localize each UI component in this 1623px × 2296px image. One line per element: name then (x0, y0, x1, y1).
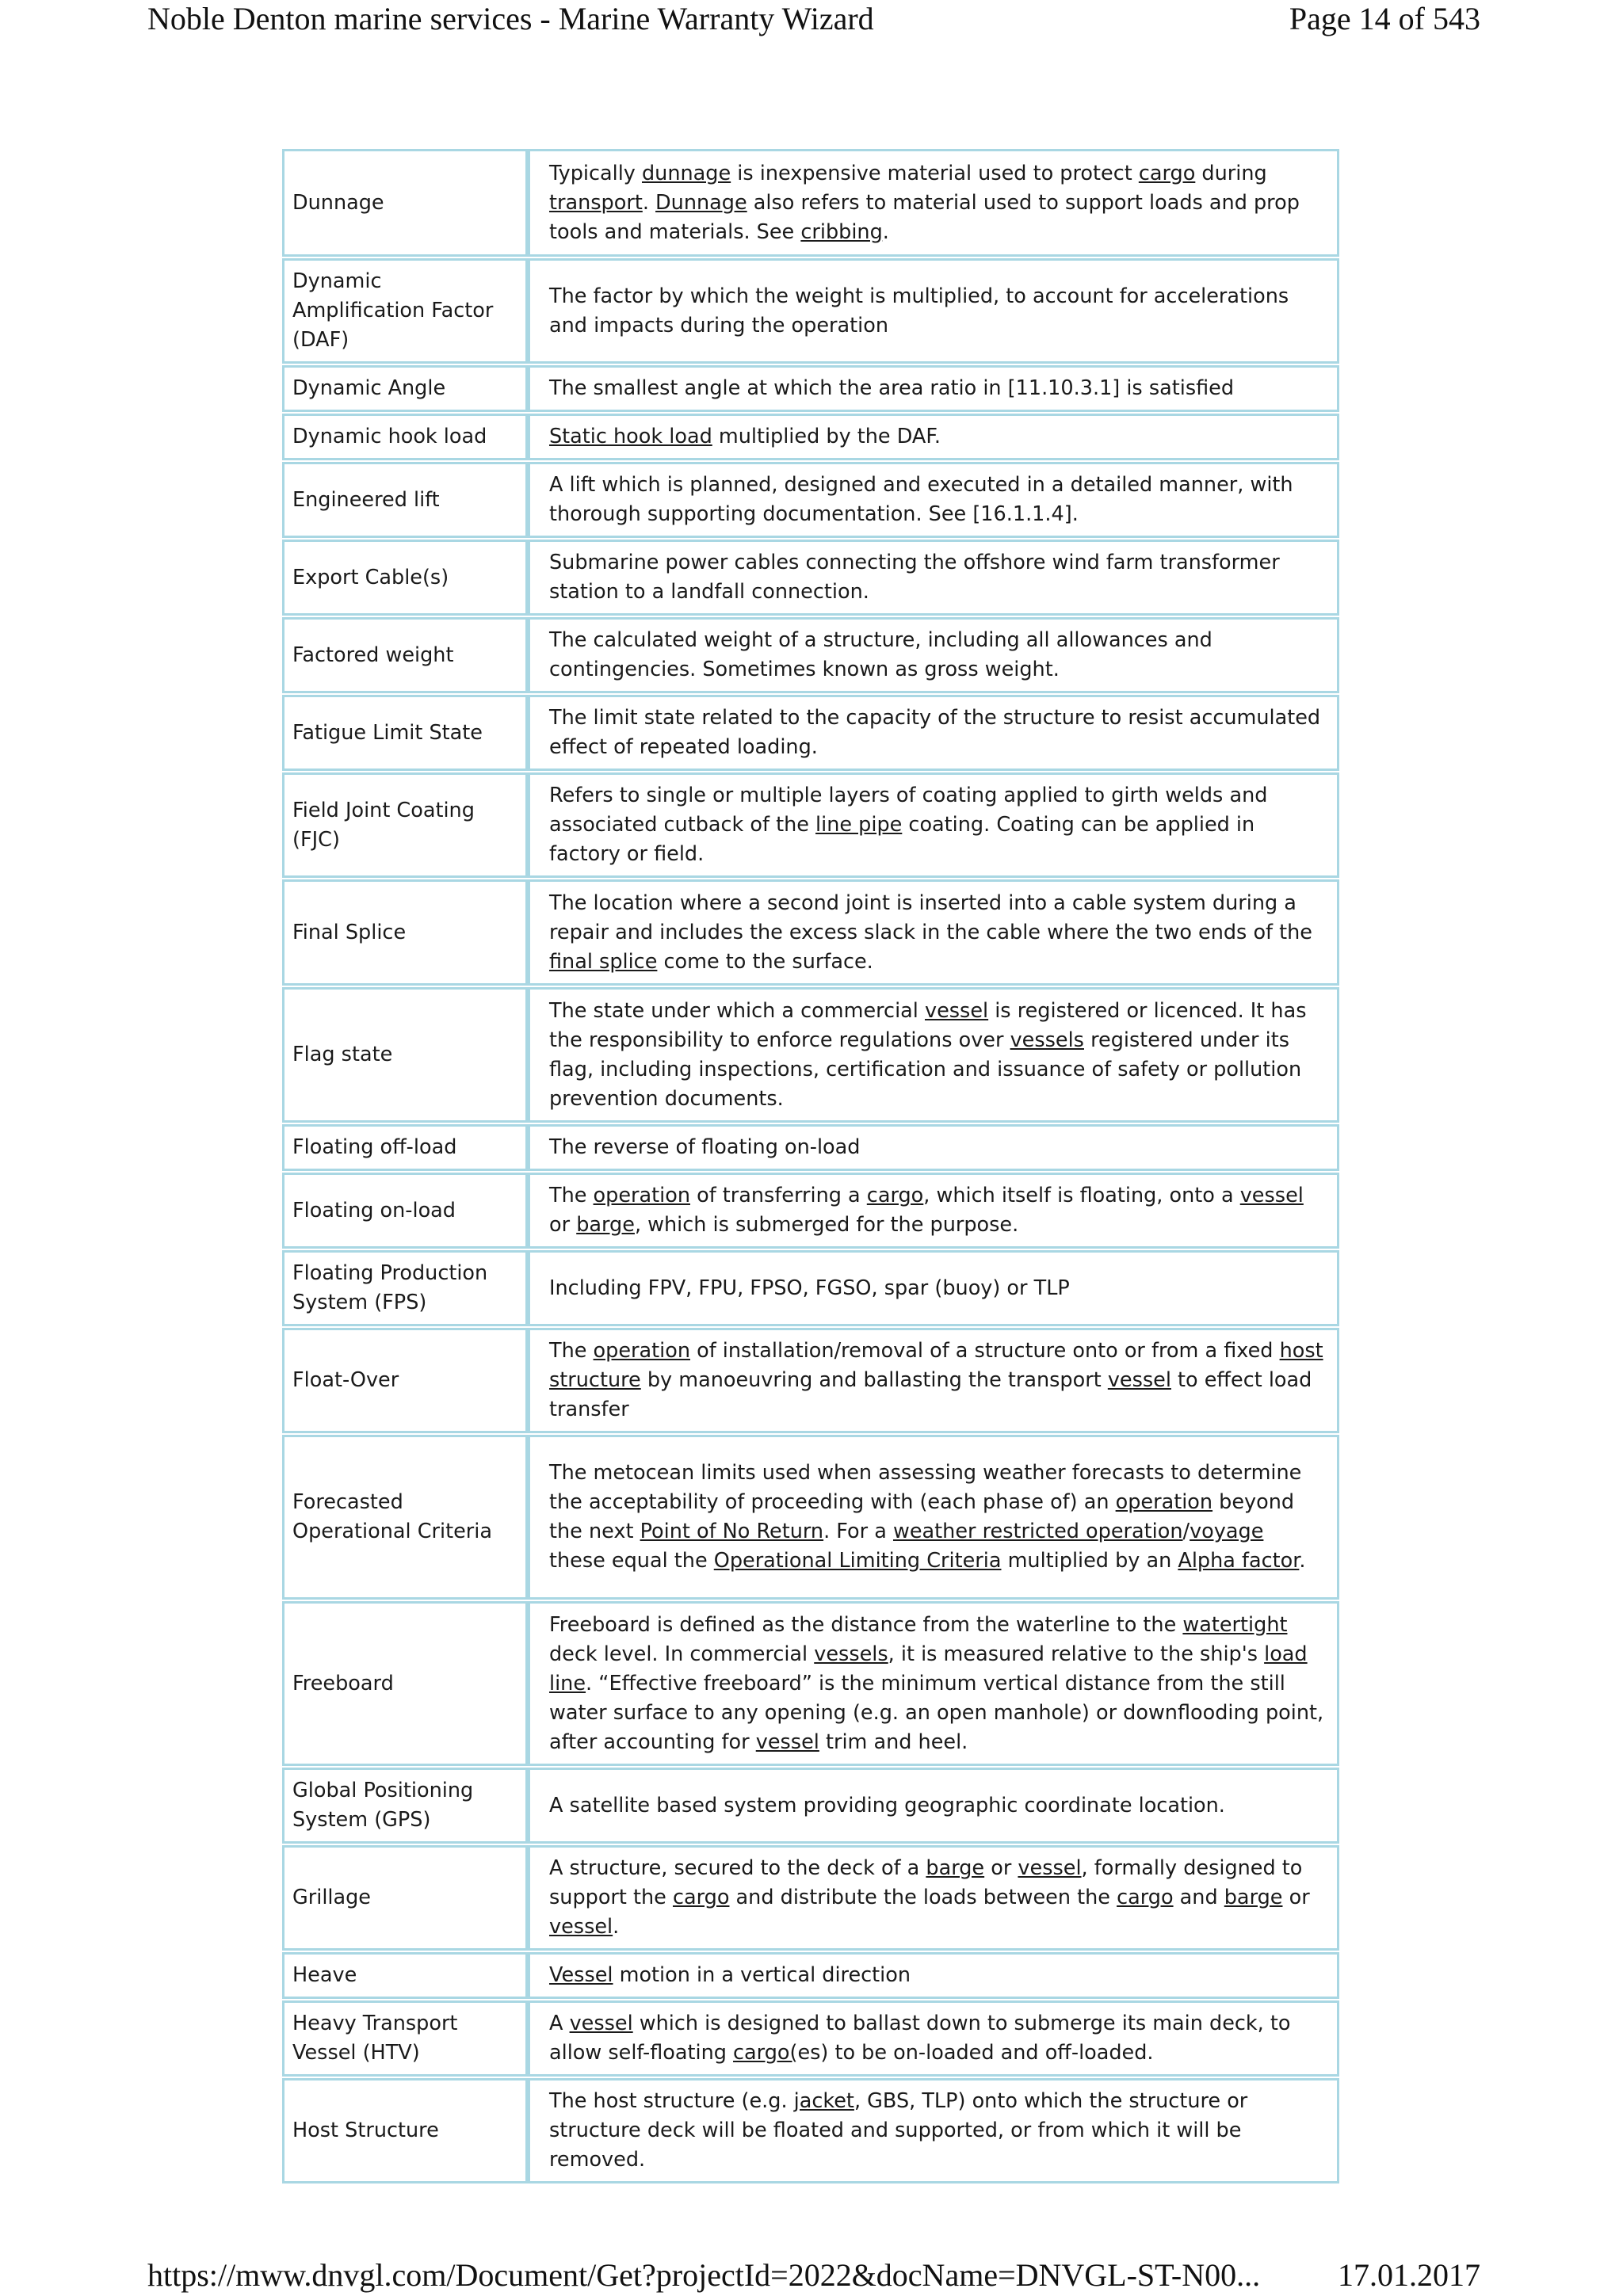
glossary-link[interactable]: barge (1224, 1886, 1283, 1909)
glossary-term: Dynamic Angle (282, 365, 528, 412)
document-title: Noble Denton marine services - Marine Warranty Wizard (147, 1, 874, 36)
glossary-row (282, 1952, 1339, 1999)
page-header (147, 0, 1480, 37)
glossary-link[interactable]: cargo (672, 1886, 730, 1909)
glossary-link[interactable]: vessel (549, 1915, 613, 1939)
glossary-link[interactable]: barge (926, 1856, 985, 1880)
glossary-row (282, 365, 1339, 412)
glossary-term: Floating Production System (FPS) (282, 1250, 528, 1326)
glossary-definition: Submarine power cables connecting the offshore wind farm transformer station to a landfall connection. (528, 540, 1339, 616)
glossary-term: Dynamic hook load (282, 414, 528, 460)
glossary-row (282, 1435, 1339, 1600)
glossary-row (282, 1124, 1339, 1171)
glossary-row (282, 695, 1339, 771)
glossary-row (282, 149, 1339, 257)
glossary-definition: The calculated weight of a structure, including all allowances and contingencies. Sometimes known as gross weight. (528, 617, 1339, 693)
glossary-term: Host Structure (282, 2078, 528, 2183)
glossary-definition: Typically dunnage is inexpensive material used to protect cargo during transport. Dunnage also refers to material used to support loads and prop tools and materials. See cribbing. (528, 149, 1339, 257)
glossary-link[interactable]: Alpha factor (1178, 1549, 1300, 1573)
glossary-definition: The metocean limits used when assessing weather forecasts to determine the acceptability of proceeding with (each phase of) an operation beyond the next Point of No Return. For a weather restricted operation/voyage these equal the Operational Limiting Criteria multiplied by an Alpha factor. (528, 1435, 1339, 1600)
glossary-row (282, 1173, 1339, 1249)
glossary-link[interactable]: cargo (1117, 1886, 1174, 1909)
glossary-term: Dunnage (282, 149, 528, 257)
glossary-definition: A structure, secured to the deck of a barge or vessel, formally designed to support the cargo and distribute the loads between the cargo and barge or vessel. (528, 1845, 1339, 1951)
glossary-link[interactable]: weather restricted operation (892, 1520, 1183, 1543)
glossary-link[interactable]: transport (549, 190, 643, 215)
glossary-link[interactable]: Point of No Return (640, 1520, 824, 1543)
glossary-row (282, 414, 1339, 460)
glossary-definition: A vessel which is designed to ballast down to submerge its main deck, to allow self-floating cargo(es) to be on-loaded and off-loaded. (528, 2000, 1339, 2077)
glossary-definition: Freeboard is defined as the distance from the waterline to the watertight deck level. In commercial vessels, it is measured relative to the ship's load line. “Effective freeboard” is the minimum vertical distance from the still water surface to any opening (e.g. an open manhole) or downflooding point, after accounting for vessel trim and heel. (528, 1601, 1339, 1766)
glossary-definition: Vessel motion in a vertical direction (528, 1952, 1339, 1999)
page-number: Page 14 of 543 (1289, 1, 1480, 36)
glossary-link[interactable]: voyage (1190, 1520, 1264, 1543)
glossary-link[interactable]: vessel (1107, 1368, 1171, 1392)
glossary-link[interactable]: cargo (866, 1184, 924, 1207)
glossary-link[interactable]: vessel (924, 998, 989, 1023)
glossary-link[interactable]: host structure (549, 1339, 1323, 1392)
glossary-link[interactable]: Static hook load (549, 425, 712, 448)
glossary-definition: The location where a second joint is inserted into a cable system during a repair and includes the excess slack in the cable where the two ends of the final splice come to the surface. (528, 879, 1339, 986)
glossary-definition: Including FPV, FPU, FPSO, FGSO, spar (buoy) or TLP (528, 1250, 1339, 1326)
glossary-link[interactable]: barge (576, 1213, 635, 1237)
glossary-table (282, 147, 1339, 2185)
glossary-term: Float-Over (282, 1328, 528, 1433)
glossary-term: Floating on-load (282, 1173, 528, 1249)
glossary-row (282, 772, 1339, 878)
glossary-definition: The operation of transferring a cargo, which itself is floating, onto a vessel or barge, which is submerged for the purpose. (528, 1173, 1339, 1249)
glossary-term: Engineered lift (282, 462, 528, 538)
glossary-link[interactable]: Dunnage (655, 190, 747, 215)
glossary-link[interactable]: jacket (793, 2089, 854, 2113)
glossary-row (282, 540, 1339, 616)
glossary-definition: The operation of installation/removal of a structure onto or from a fixed host structure by manoeuvring and ballasting the transport vessel to effect load transfer (528, 1328, 1339, 1433)
glossary-term: Grillage (282, 1845, 528, 1951)
glossary-link[interactable]: vessels (814, 1642, 888, 1666)
document-url[interactable]: https://mww.dnvgl.com/Document/Get?projectId=2022&docName=DNVGL-ST-N00... (147, 2257, 1261, 2293)
glossary-row (282, 2000, 1339, 2077)
glossary-row (282, 617, 1339, 693)
glossary-term: Global Positioning System (GPS) (282, 1768, 528, 1844)
glossary-definition: A lift which is planned, designed and executed in a detailed manner, with thorough supporting documentation. See [16.1.1.4]. (528, 462, 1339, 538)
glossary-link[interactable]: line pipe (815, 813, 903, 837)
glossary-row (282, 1768, 1339, 1844)
glossary-definition: The smallest angle at which the area ratio in [11.10.3.1] is satisfied (528, 365, 1339, 412)
glossary-row (282, 1845, 1339, 1951)
glossary-row (282, 1250, 1339, 1326)
glossary-row (282, 1328, 1339, 1433)
glossary-term: Flag state (282, 987, 528, 1123)
glossary-definition: The state under which a commercial vessel is registered or licenced. It has the responsibility to enforce regulations over vessels registered under its flag, including inspections, certification and issuance of safety or pollution prevention documents. (528, 987, 1339, 1123)
glossary-term: Dynamic Amplification Factor (DAF) (282, 258, 528, 364)
glossary-definition: The factor by which the weight is multiplied, to account for accelerations and impacts during the operation (528, 258, 1339, 364)
glossary-link[interactable]: Vessel (549, 1963, 613, 1987)
page-footer (147, 2256, 1480, 2294)
glossary-term: Forecasted Operational Criteria (282, 1435, 528, 1600)
glossary-definition: The host structure (e.g. jacket, GBS, TLP) onto which the structure or structure deck will be floated and supported, or from which it will be removed. (528, 2078, 1339, 2183)
glossary-term: Floating off-load (282, 1124, 528, 1171)
glossary-definition: The limit state related to the capacity of the structure to resist accumulated effect of repeated loading. (528, 695, 1339, 771)
glossary-link[interactable]: final splice (549, 949, 658, 974)
glossary-definition: Static hook load multiplied by the DAF. (528, 414, 1339, 460)
glossary-row (282, 1601, 1339, 1766)
glossary-link[interactable]: dunnage (641, 161, 731, 185)
glossary-link[interactable]: vessel (755, 1730, 819, 1754)
glossary-definition: Refers to single or multiple layers of coating applied to girth welds and associated cutback of the line pipe coating. Coating can be applied in factory or field. (528, 772, 1339, 878)
glossary-link[interactable]: vessels (1010, 1028, 1084, 1052)
glossary-link[interactable]: vessel (569, 2012, 633, 2035)
glossary-link[interactable]: watertight (1182, 1612, 1288, 1637)
glossary-term: Field Joint Coating (FJC) (282, 772, 528, 878)
glossary-link[interactable]: operation (1115, 1490, 1213, 1514)
glossary-link[interactable]: cargo( (733, 2041, 798, 2065)
glossary-link[interactable]: vessel (1018, 1856, 1082, 1880)
glossary-definition: A satellite based system providing geographic coordinate location. (528, 1768, 1339, 1844)
glossary-term: Factored weight (282, 617, 528, 693)
glossary-term: Heave (282, 1952, 528, 1999)
glossary-link[interactable]: cargo (1138, 161, 1196, 185)
glossary-term: Fatigue Limit State (282, 695, 528, 771)
glossary-term: Freeboard (282, 1601, 528, 1766)
glossary-link[interactable]: Operational Limiting Criteria (713, 1549, 1002, 1573)
glossary-definition: The reverse of floating on-load (528, 1124, 1339, 1171)
glossary-link[interactable]: cribbing (800, 219, 883, 244)
glossary-term: Heavy Transport Vessel (HTV) (282, 2000, 528, 2077)
glossary-row (282, 879, 1339, 986)
glossary-link[interactable]: vessel (1239, 1184, 1304, 1207)
print-date: 17.01.2017 (1338, 2257, 1480, 2293)
glossary-link[interactable]: load line (549, 1642, 1308, 1695)
glossary-link[interactable]: operation (593, 1339, 690, 1363)
glossary-row (282, 462, 1339, 538)
glossary-row (282, 987, 1339, 1123)
glossary-row (282, 258, 1339, 364)
glossary-link[interactable]: operation (593, 1184, 690, 1207)
glossary-term: Final Splice (282, 879, 528, 986)
glossary-row (282, 2078, 1339, 2183)
glossary-body (282, 149, 1339, 2183)
glossary-term: Export Cable(s) (282, 540, 528, 616)
